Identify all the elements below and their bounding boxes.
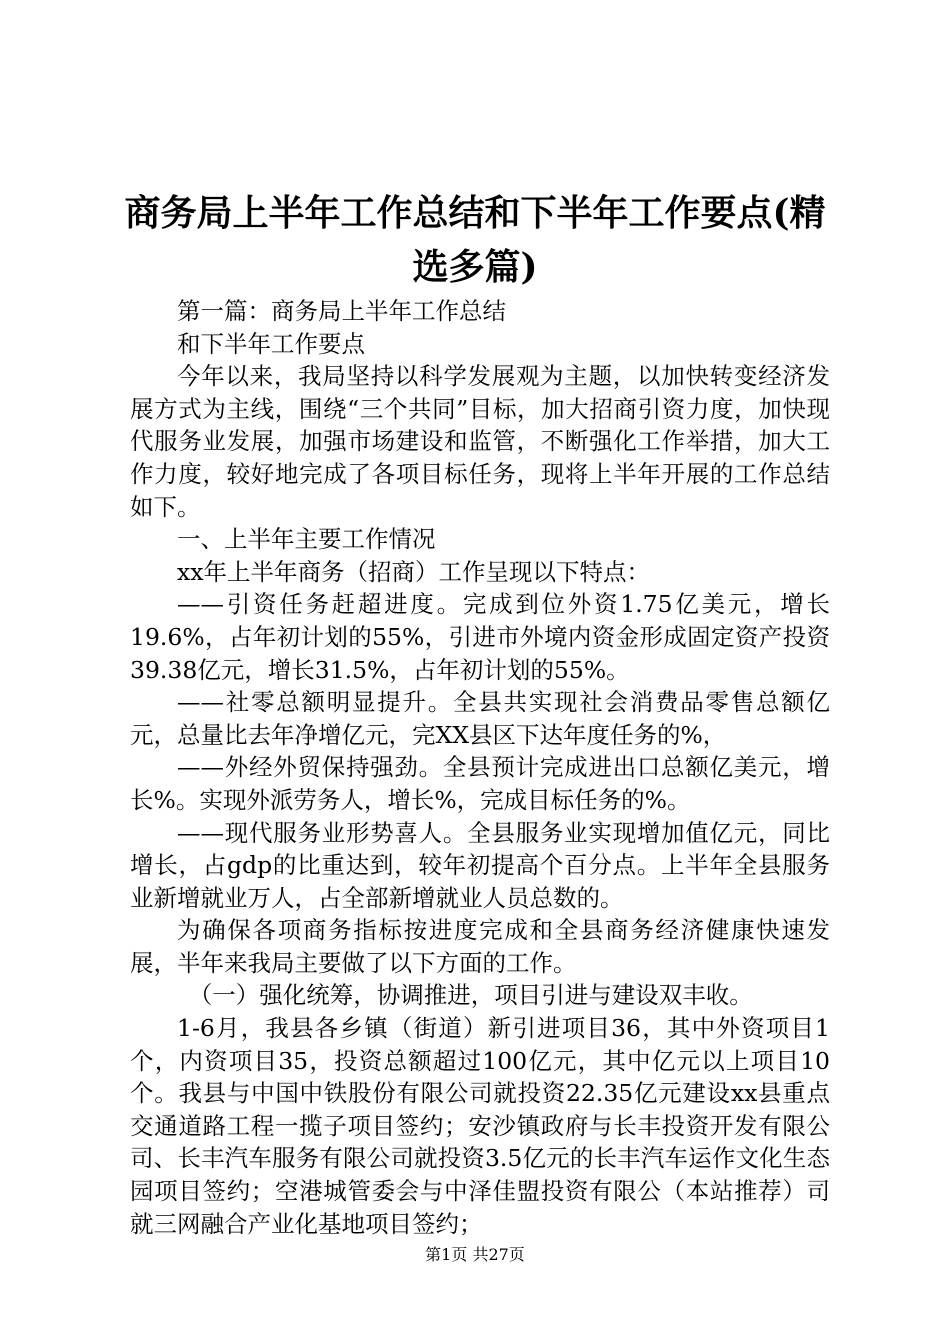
section-heading-continued: 和下半年工作要点 [177,329,365,358]
document-body [130,295,830,1240]
subheading: 一、上半年主要工作情况 [177,525,436,554]
paragraph: ——现代服务业形势喜人。全县服务业实现增加值亿元，同比增长，占gdp的比重达到，较年初提高个百分点。上半年全县服务业新增就业万人，占全部新增就业人员总数的。 [130,818,830,912]
section-heading: 第一篇：商务局上半年工作总结 [177,297,506,325]
page-footer: 第1页 共27页 [425,1245,525,1264]
paragraph: ——引资任务赶超进度。完成到位外资1.75亿美元，增长19.6%，占年初计划的55%，引进市外境内资金形成固定资产投资39.38亿元，增长31.5%，占年初计划的55%。 [130,590,830,684]
paragraph: 1-6月，我县各乡镇（街道）新引进项目36，其中外资项目1个，内资项目35，投资总额超过100亿元，其中亿元以上项目10个。我县与中国中铁股份有限公司就投资22.35亿元建设xx县重点交通道路工程一揽子项目签约；安沙镇政府与长丰投资开发有限公司、长丰汽车服务有限公司就投资3.5亿元的长丰汽车运作文化生态园项目签约；空港城管委会与中泽佳盟投资有限公（本站推荐）司就三网融合产业化基地项目签约； [130,1014,830,1238]
subheading: （一）强化统筹，协调推进，项目引进与建设双丰收。 [188,981,753,1010]
paragraph: ——社零总额明显提升。全县共实现社会消费品零售总额亿元，总量比去年净增亿元，完XX县区下达年度任务的%， [130,688,830,749]
paragraph: xx年上半年商务（招商）工作呈现以下特点： [177,557,651,586]
document-title: 商务局上半年工作总结和下半年工作要点(精选多篇) [124,192,826,288]
paragraph: 今年以来，我局坚持以科学发展观为主题，以加快转变经济发展方式为主线，围绕“三个共同”目标，加大招商引资力度，加快现代服务业发展，加强市场建设和监管，不断强化工作举措，加大工作力度，较好地完成了各项目标任务，现将上半年开展的工作总结如下。 [130,362,830,521]
paragraph: ——外经外贸保持强劲。全县预计完成进出口总额亿美元，增长%。实现外派劳务人，增长%，完成目标任务的%。 [130,753,830,814]
paragraph: 为确保各项商务指标按进度完成和全县商务经济健康快速发展，半年来我局主要做了以下方面的工作。 [130,916,830,977]
